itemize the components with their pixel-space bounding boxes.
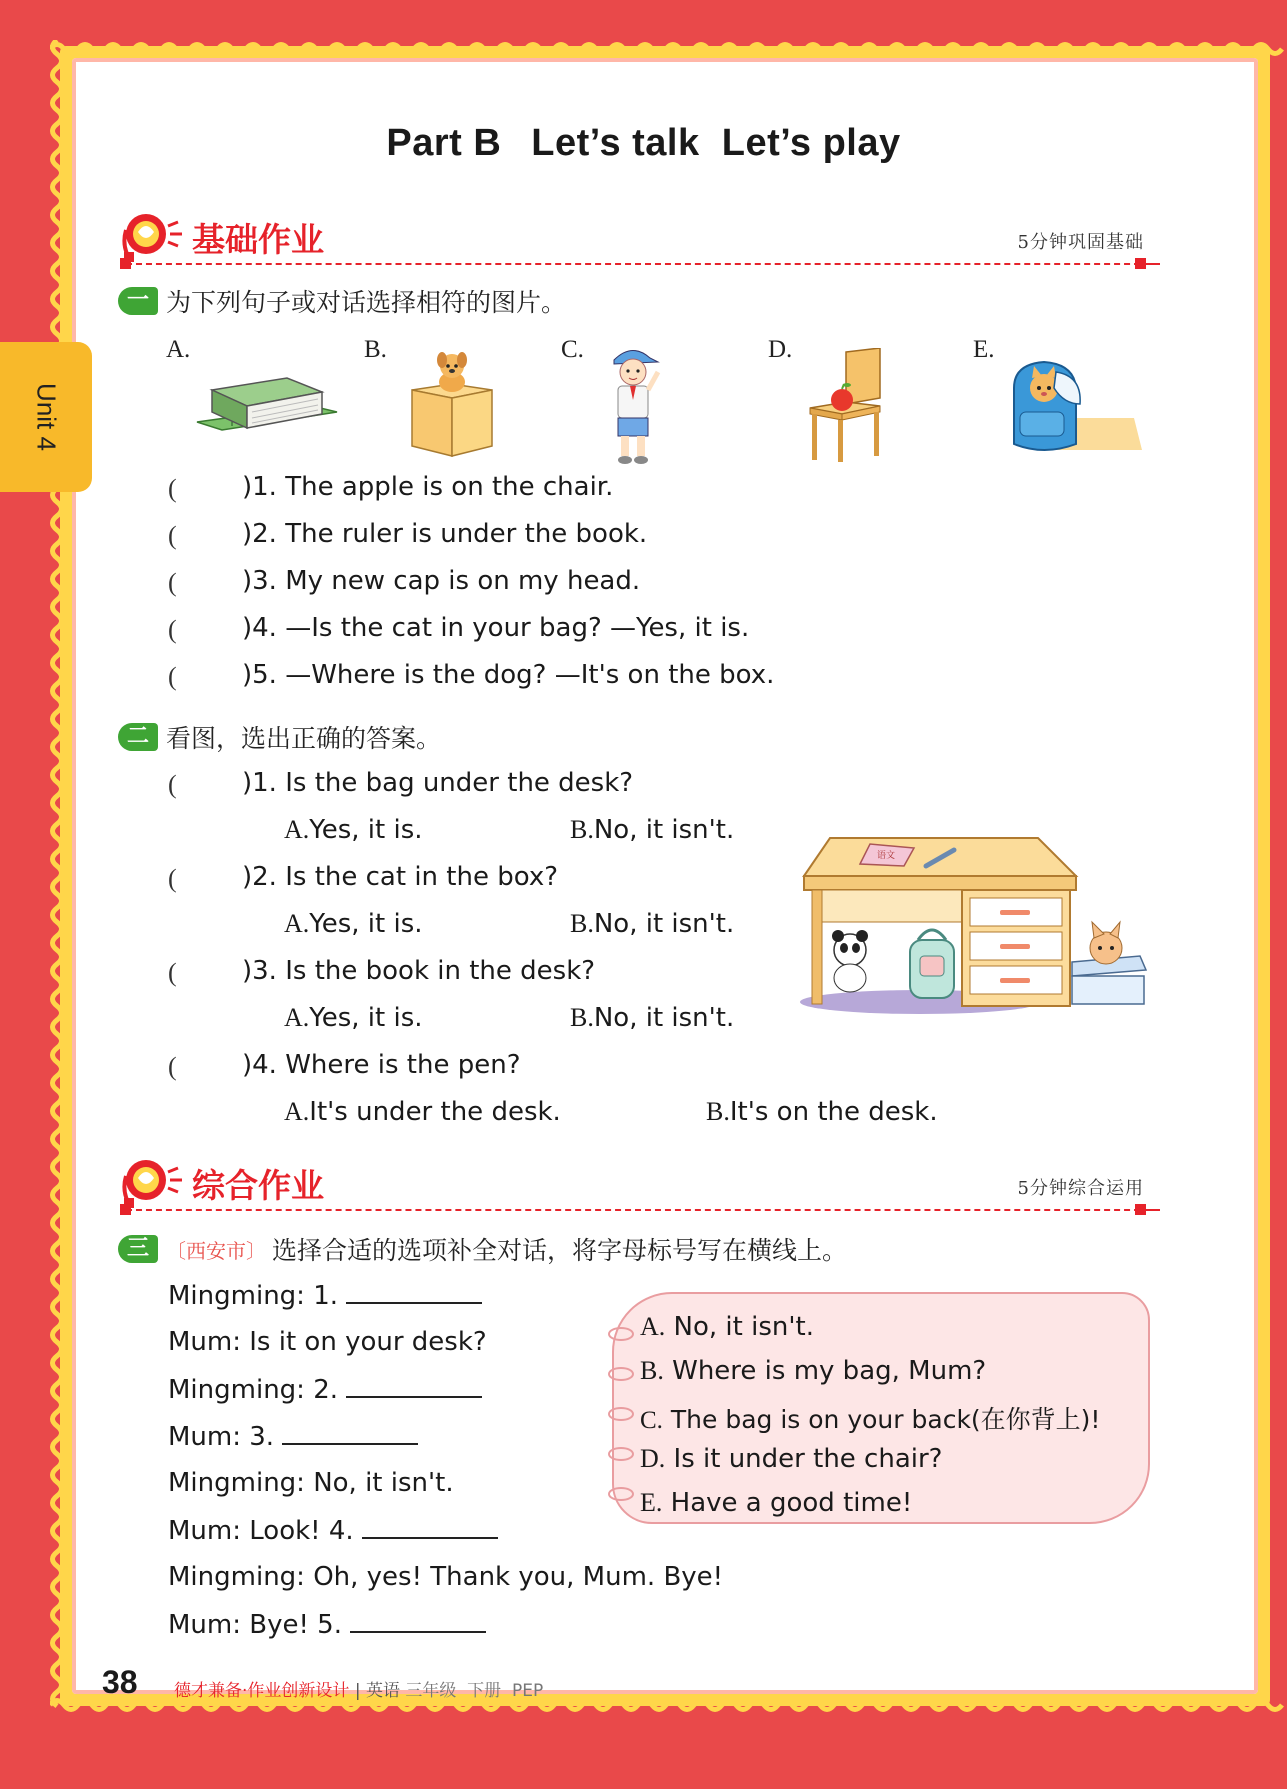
- apple-on-chair-picture: [806, 348, 886, 464]
- section-divider: [126, 263, 1160, 265]
- section-comprehensive-note: 5分钟综合运用: [1017, 1178, 1144, 1199]
- q2-item-4-question: )4. Where is the pen?: [242, 1050, 521, 1080]
- q1-item-3: )3. My new cap is on my head.: [242, 566, 641, 596]
- picture-label-e: E.: [973, 336, 995, 363]
- answer-bracket: (: [168, 615, 177, 644]
- answer-bracket: (: [168, 864, 177, 893]
- dog-on-box-picture: [408, 352, 496, 460]
- question-number-badge: 二: [118, 723, 158, 751]
- dialogue-line-2: Mum: Is it on your desk?: [168, 1327, 487, 1357]
- q2-item-3-option-a: A.Yes, it is.: [284, 1003, 423, 1033]
- title-rest: Let’s talk Let’s play: [531, 122, 901, 164]
- wavy-border-left: [48, 40, 66, 1714]
- footer-grade: 三年级 下册 PEP: [405, 1681, 544, 1701]
- picture-label-c: C.: [561, 336, 584, 363]
- question-3-source-tag: 〔西安市〕: [166, 1238, 266, 1263]
- unit-tab[interactable]: [0, 342, 92, 492]
- dialogue-line-5: Mingming: No, it isn't.: [168, 1468, 454, 1498]
- q2-item-2-option-b: B.No, it isn't.: [570, 909, 735, 939]
- answer-bracket: (: [168, 474, 177, 503]
- footer-separator: |: [354, 1681, 361, 1701]
- page-number: 38: [102, 1664, 138, 1700]
- q2-item-2-option-a: A.Yes, it is.: [284, 909, 423, 939]
- question-2-instruction: 看图，选出正确的答案。: [166, 724, 442, 753]
- question-1-instruction: 为下列句子或对话选择相符的图片。: [166, 288, 567, 317]
- divider-dot-left: [120, 258, 131, 269]
- q2-item-3-option-b: B.No, it isn't.: [570, 1003, 735, 1033]
- q2-item-4-option-b: B.It's on the desk.: [706, 1097, 938, 1127]
- q2-item-1-option-b: B.No, it isn't.: [570, 815, 735, 845]
- question-2-header: [118, 720, 441, 754]
- q1-item-1: )1. The apple is on the chair.: [242, 472, 614, 502]
- section-basic-note: 5分钟巩固基础: [1017, 232, 1144, 253]
- title-part: Part B: [386, 122, 502, 164]
- question-number-badge: 三: [118, 1235, 158, 1263]
- divider-dot-left: [120, 1204, 131, 1215]
- dialogue-line-7: Mingming: Oh, yes! Thank you, Mum. Bye!: [168, 1562, 724, 1592]
- answer-blank-1[interactable]: [346, 1280, 482, 1304]
- page-title: [0, 122, 1287, 165]
- q2-item-1-question: )1. Is the bag under the desk?: [242, 768, 634, 798]
- answer-blank-4[interactable]: [362, 1515, 498, 1539]
- answer-bracket: (: [168, 521, 177, 550]
- boy-with-cap-picture: [600, 342, 666, 466]
- footer-info: [174, 1676, 543, 1701]
- dialogue-line-8: Mum: Bye! 5.: [168, 1609, 486, 1640]
- footer-subject: 英语: [365, 1681, 400, 1701]
- answer-bracket: (: [168, 662, 177, 691]
- section-divider: [126, 1209, 1160, 1211]
- section-comprehensive-label: 综合作业: [192, 1166, 324, 1205]
- option-d: D. Is it under the chair?: [640, 1444, 943, 1474]
- q1-item-5: )5. —Where is the dog? —It's on the box.: [242, 660, 775, 690]
- answer-blank-2[interactable]: [346, 1374, 482, 1398]
- option-b: B. Where is my bag, Mum?: [640, 1356, 987, 1386]
- answer-bracket: (: [168, 958, 177, 987]
- desk-scene-picture: [800, 830, 1150, 1016]
- section-comprehensive-header: [116, 1152, 1160, 1216]
- question-number-badge: 一: [118, 287, 158, 315]
- divider-tail: [1140, 263, 1160, 265]
- dialogue-line-1: Mingming: 1.: [168, 1280, 482, 1311]
- option-c: C. The bag is on your back(在你背上)!: [640, 1405, 1101, 1434]
- desk-book-label: 语文: [876, 851, 896, 861]
- dialogue-line-3: Mingming: 2.: [168, 1374, 482, 1405]
- question-3-header: [118, 1232, 847, 1266]
- notebook-rings: [606, 1324, 636, 1524]
- section-basic-header: [116, 206, 1160, 270]
- q2-item-3-question: )3. Is the book in the desk?: [242, 956, 596, 986]
- answer-bracket: (: [168, 770, 177, 799]
- dialogue-line-4: Mum: 3.: [168, 1421, 418, 1452]
- footer-brand: 德才兼备·作业创新设计: [174, 1681, 350, 1701]
- q2-item-2-question: )2. Is the cat in the box?: [242, 862, 559, 892]
- answer-bracket: (: [168, 1052, 177, 1081]
- option-a: A. No, it isn't.: [640, 1312, 814, 1342]
- answer-blank-3[interactable]: [282, 1421, 418, 1445]
- q1-item-2: )2. The ruler is under the book.: [242, 519, 648, 549]
- picture-label-a: A.: [166, 336, 191, 363]
- answer-bracket: (: [168, 568, 177, 597]
- q2-item-1-option-a: A.Yes, it is.: [284, 815, 423, 845]
- q1-item-4: )4. —Is the cat in your bag? —Yes, it is.: [242, 613, 750, 643]
- divider-tail: [1140, 1209, 1160, 1211]
- q2-item-4-option-a: A.It's under the desk.: [284, 1097, 561, 1127]
- ruler-under-book-picture: [192, 370, 342, 440]
- wavy-border-top: [50, 40, 1287, 58]
- picture-label-d: D.: [768, 336, 793, 363]
- option-e: E. Have a good time!: [640, 1488, 913, 1518]
- dialogue-line-6: Mum: Look! 4.: [168, 1515, 498, 1546]
- answer-blank-5[interactable]: [350, 1609, 486, 1633]
- question-3-instruction: 选择合适的选项补全对话，将字母标号写在横线上。: [272, 1236, 848, 1265]
- cat-in-bag-picture: [1004, 358, 1146, 458]
- picture-label-b: B.: [364, 336, 387, 363]
- unit-tab-label: Unit 4: [31, 383, 62, 451]
- section-basic-label: 基础作业: [192, 220, 324, 259]
- question-1-header: [118, 284, 566, 318]
